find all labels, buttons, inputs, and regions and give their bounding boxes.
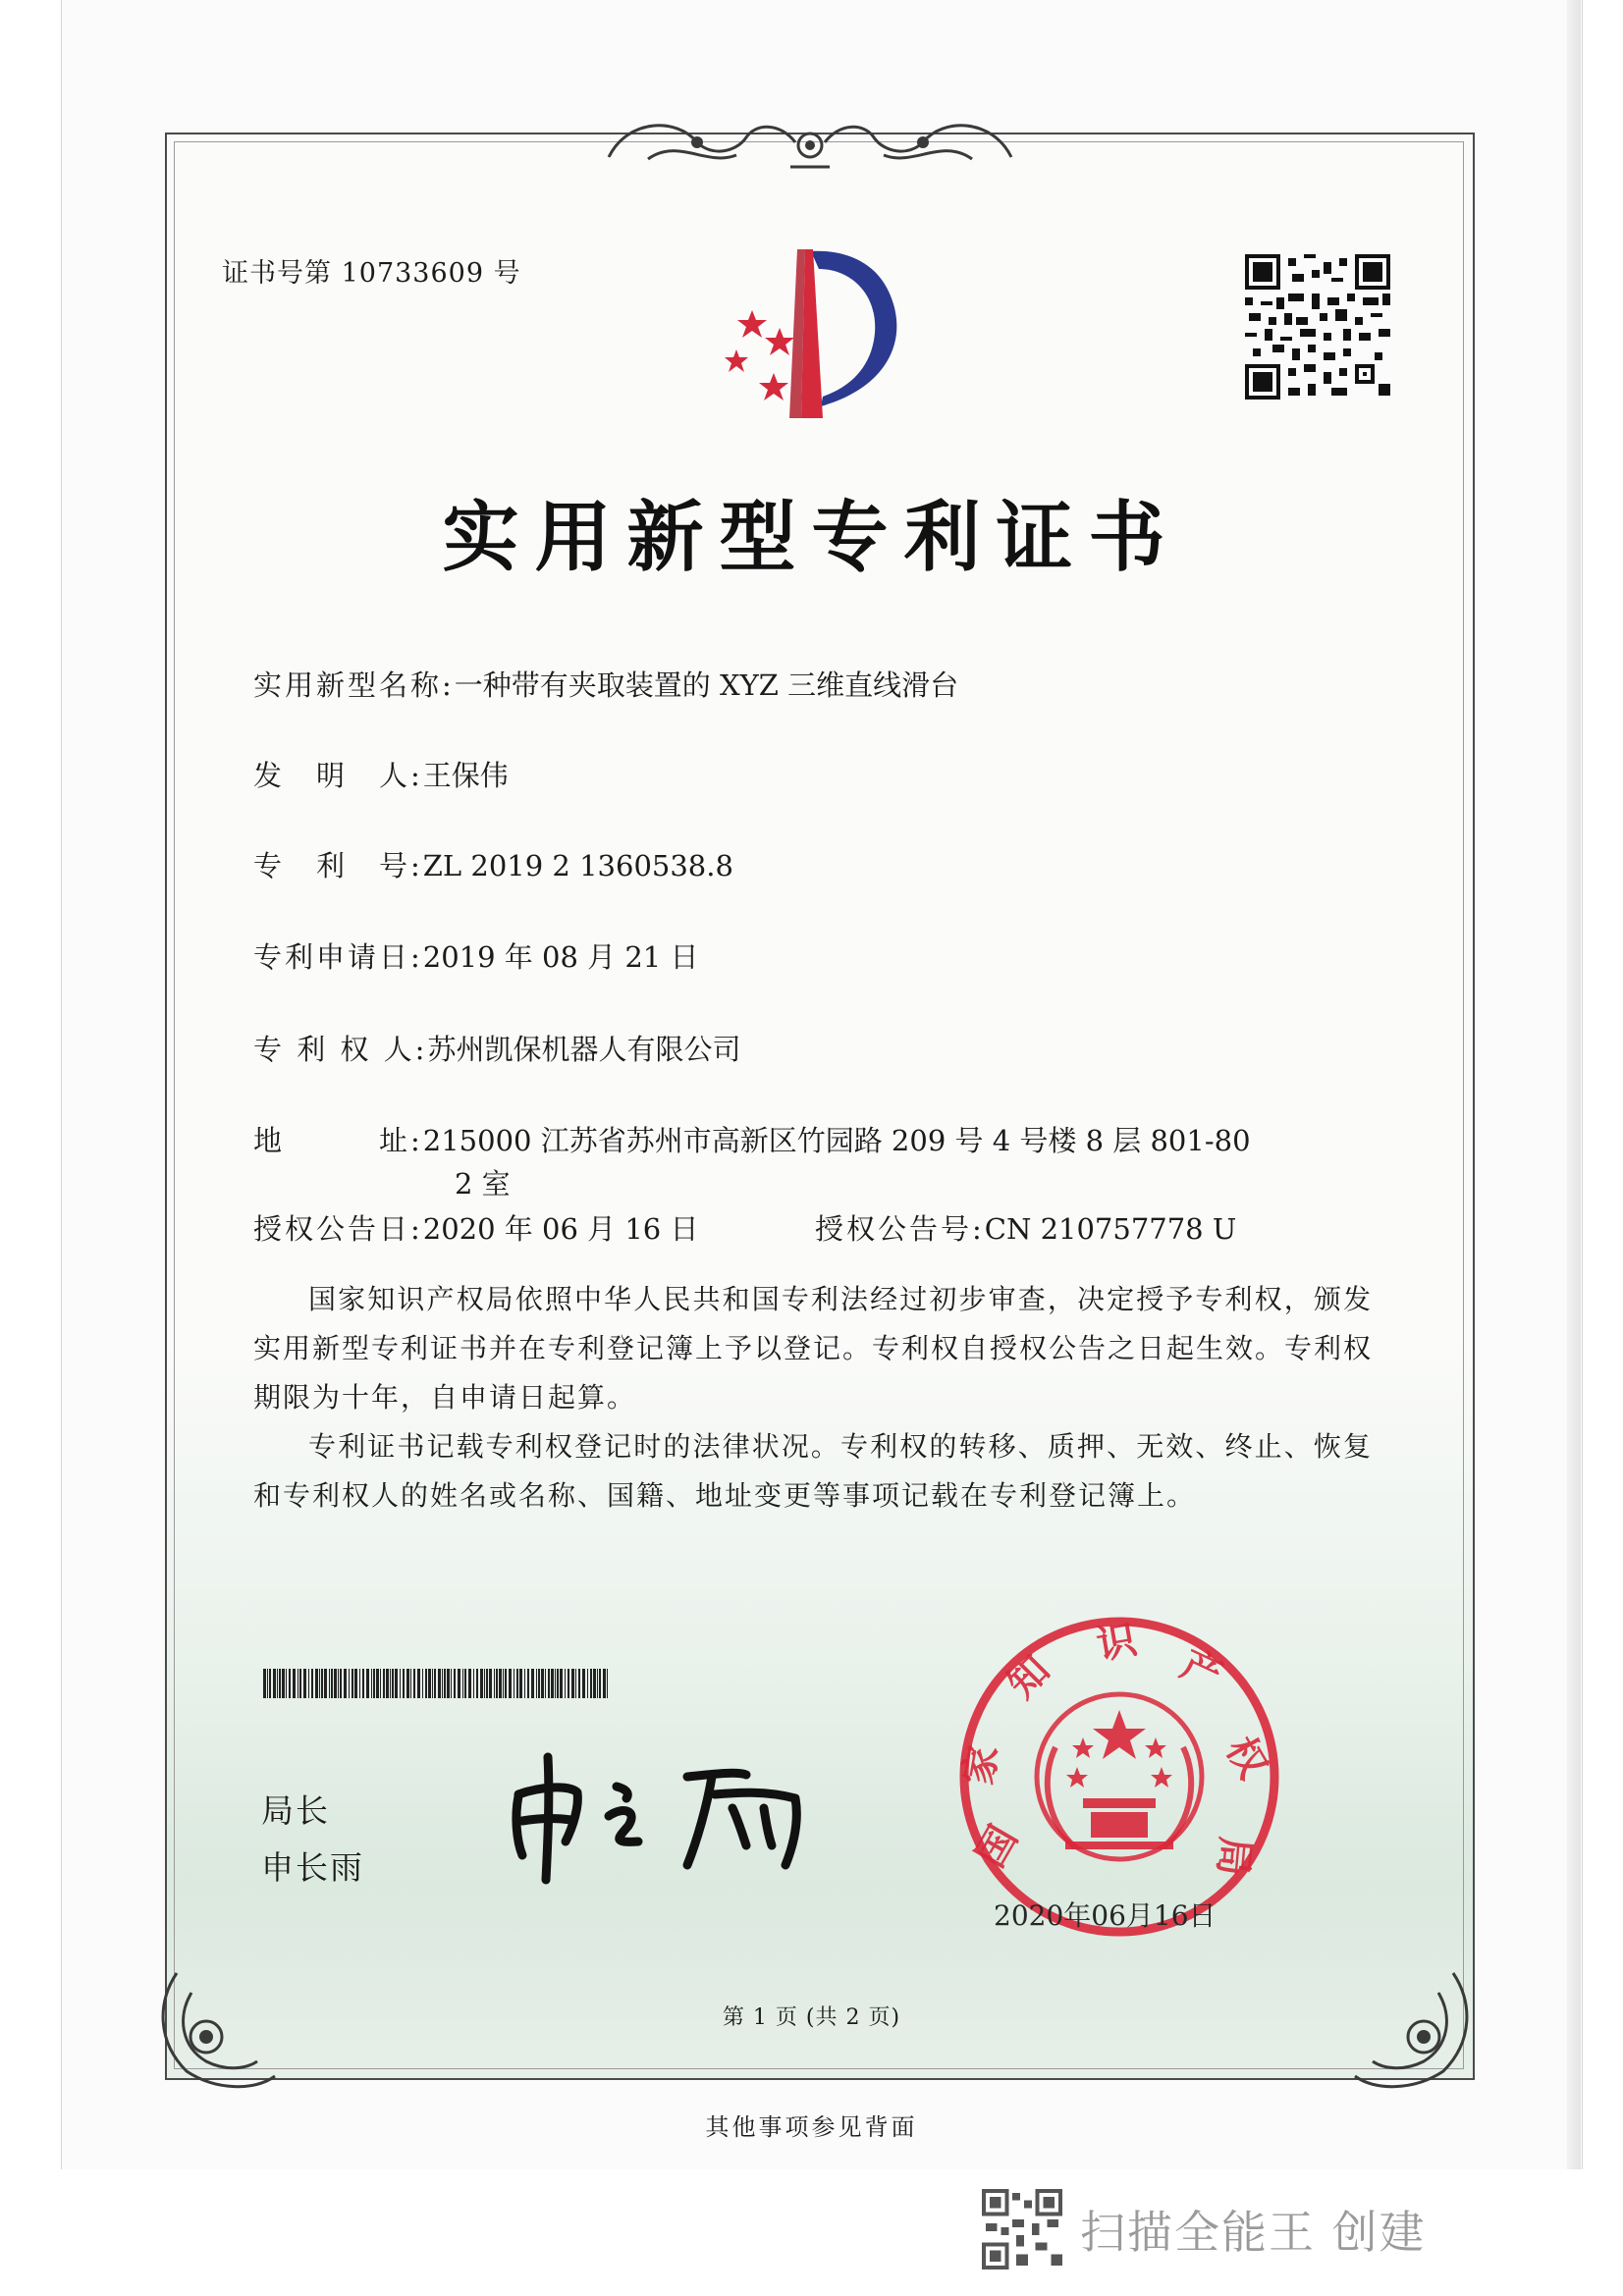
barcode-bar (425, 1669, 427, 1698)
barcode-bar (494, 1669, 495, 1698)
barcode-bar (555, 1669, 556, 1698)
svg-text:权: 权 (1217, 1730, 1276, 1787)
barcode-bar (531, 1669, 534, 1698)
seal-date: 2020年06月16日 (994, 1899, 1217, 1932)
barcode-bar (329, 1669, 330, 1698)
barcode-bar (267, 1669, 268, 1698)
patentee-label: 专 利 权 人: (253, 1033, 428, 1066)
barcode-bar (400, 1669, 401, 1698)
patentee-value: 苏州凯保机器人有限公司 (427, 1033, 741, 1066)
inventor-label: 发 明 人: (253, 759, 423, 792)
barcode-bar (516, 1669, 518, 1698)
barcode-bar (321, 1669, 323, 1698)
certificate-title: 实用新型专利证书 (442, 493, 1181, 582)
barcode-bar (464, 1669, 466, 1698)
barcode-bar (392, 1669, 394, 1698)
scanner-qr-icon (982, 2189, 1062, 2269)
filing-date-value: 2019 年 08 月 21 日 (422, 940, 699, 974)
barcode-bar (263, 1669, 266, 1698)
body-paragraph-2: 专利证书记载专利权登记时的法律状况。专利权的转移、质押、无效、终止、恢复和专利权人的姓名或名称、国籍、地址变更等事项记载在专利登记簿上。 (253, 1430, 1373, 1512)
barcode-bar (366, 1669, 369, 1698)
barcode-bar (536, 1669, 537, 1698)
barcode-bar (458, 1669, 460, 1698)
barcode-bar (447, 1669, 450, 1698)
barcode-bar (286, 1669, 287, 1698)
barcode-bar (565, 1669, 566, 1698)
certificate-body (253, 1275, 1373, 1521)
barcode-bar (319, 1669, 320, 1698)
patentee-row (253, 1028, 740, 1068)
barcode-bar (607, 1669, 608, 1698)
barcode-bar (560, 1669, 563, 1698)
barcode-bar (575, 1669, 576, 1698)
barcode-bar (476, 1669, 478, 1698)
barcode-bar (578, 1669, 580, 1698)
scanner-watermark-text: 扫描全能王 创建 (1080, 2206, 1427, 2259)
cnipa-logo-icon (703, 240, 929, 422)
barcode-bar (299, 1669, 301, 1698)
inventor-value: 王保伟 (422, 759, 509, 792)
utility-model-name-row (253, 664, 958, 704)
grant-number-label: 授权公告号: (815, 1212, 985, 1246)
barcode-bar (590, 1669, 592, 1698)
barcode-bar (557, 1669, 559, 1698)
barcode-bar (334, 1669, 337, 1698)
svg-text:局: 局 (1209, 1835, 1258, 1878)
patent-number-label: 专 利 号: (253, 849, 423, 882)
barcode-bar (282, 1669, 285, 1698)
barcode-bar (541, 1669, 544, 1698)
barcode-bar (496, 1669, 498, 1698)
barcode-bar (308, 1669, 309, 1698)
filing-date-row (253, 935, 698, 976)
qr-code-icon (1245, 252, 1390, 401)
svg-text:产: 产 (1173, 1641, 1229, 1699)
barcode-bar (344, 1669, 347, 1698)
barcode-bar (403, 1669, 405, 1698)
back-note: 其他事项参见背面 (705, 2113, 918, 2141)
barcode-bar (422, 1669, 423, 1698)
certificate-number-suffix: 号 (493, 258, 521, 289)
barcode-bar (454, 1669, 456, 1698)
barcode-bar (311, 1669, 313, 1698)
grant-date-value: 2020 年 06 月 16 日 (422, 1212, 699, 1246)
barcode-bar (568, 1669, 569, 1698)
certificate-number-label: 证书号第 (222, 258, 332, 289)
barcode-bar (417, 1669, 420, 1698)
barcode-bar (373, 1669, 375, 1698)
barcode-bar (340, 1669, 342, 1698)
barcode-bar (432, 1669, 433, 1698)
barcode-bar (331, 1669, 333, 1698)
barcode-bar (480, 1669, 483, 1698)
barcode-bar (293, 1669, 296, 1698)
grant-date-row (253, 1207, 698, 1248)
barcode-bar (349, 1669, 350, 1698)
barcode-bar (395, 1669, 398, 1698)
signer-name: 申长雨 (261, 1848, 364, 1887)
barcode-bar (386, 1669, 389, 1698)
barcode-bar (509, 1669, 512, 1698)
barcode-bar (279, 1669, 281, 1698)
barcode-bar (338, 1669, 339, 1698)
grant-number-value: CN 210757778 U (984, 1212, 1237, 1246)
barcode-bar (527, 1669, 529, 1698)
handwritten-signature-icon (501, 1747, 825, 1885)
barcode-bar (428, 1669, 431, 1698)
barcode-bar (489, 1669, 492, 1698)
barcode-bar (303, 1669, 306, 1698)
filing-date-label: 专利申请日: (253, 940, 423, 974)
barcode-bar (587, 1669, 588, 1698)
svg-text:识: 识 (1093, 1617, 1141, 1669)
patent-number-value: ZL 2019 2 1360538.8 (422, 849, 733, 882)
barcode-bar (289, 1669, 291, 1698)
address-value-line2: 2 室 (455, 1167, 511, 1201)
barcode-bar (451, 1669, 452, 1698)
svg-text:国: 国 (967, 1818, 1027, 1875)
barcode-bar (462, 1669, 463, 1698)
utility-model-name-label: 实用新型名称: (253, 668, 455, 702)
barcode-bar (434, 1669, 436, 1698)
barcode-bar (273, 1669, 276, 1698)
barcode-bar (413, 1669, 415, 1698)
barcode-bar (538, 1669, 540, 1698)
barcode-bar (438, 1669, 441, 1698)
barcode-bar (597, 1669, 598, 1698)
barcode-bar (324, 1669, 327, 1698)
barcode-bar (376, 1669, 379, 1698)
address-label: 地 址: (253, 1124, 423, 1157)
barcode-bar (352, 1669, 353, 1698)
barcode-bar (410, 1669, 411, 1698)
barcode-bar (269, 1669, 271, 1698)
barcode-bar (442, 1669, 443, 1698)
certificate-number (222, 251, 521, 290)
barcode-bar (406, 1669, 409, 1698)
barcode-bar (582, 1669, 585, 1698)
barcode-bar (524, 1669, 525, 1698)
barcode-bar (548, 1669, 550, 1698)
utility-model-name-value: 一种带有夹取装置的 XYZ 三维直线滑台 (454, 668, 959, 702)
barcode-bar (380, 1669, 381, 1698)
barcode-bar (473, 1669, 474, 1698)
barcode-bar (362, 1669, 364, 1698)
barcode-bar (599, 1669, 601, 1698)
address-row (253, 1119, 1251, 1159)
svg-text:家: 家 (955, 1741, 1007, 1789)
barcode-bar (390, 1669, 391, 1698)
barcode-bar (371, 1669, 372, 1698)
barcode-bar (359, 1669, 360, 1698)
barcode-bar (503, 1669, 504, 1698)
top-ornament-icon (589, 98, 1031, 177)
patent-number-row (253, 844, 733, 884)
grant-number-row (815, 1207, 1236, 1248)
barcode-bar (545, 1669, 546, 1698)
paper-edge-shadow (1567, 0, 1581, 2169)
grant-date-label: 授权公告日: (253, 1212, 423, 1246)
svg-text:知: 知 (999, 1647, 1059, 1708)
barcode-bar (505, 1669, 507, 1698)
barcode-bar (383, 1669, 385, 1698)
certificate-number-value: 10733609 (341, 258, 485, 289)
barcode-bar (277, 1669, 278, 1698)
inventor-row (253, 754, 509, 794)
barcode-bar (468, 1669, 471, 1698)
barcode-bar (486, 1669, 488, 1698)
barcode-bar (571, 1669, 574, 1698)
body-paragraph-1: 国家知识产权局依照中华人民共和国专利法经过初步审查，决定授予专利权，颁发实用新型专利证书并在专利登记簿上予以登记。专利权自授权公告之日起生效。专利权期限为十年，自申请日起算。 (253, 1283, 1374, 1414)
barcode-bar (551, 1669, 554, 1698)
signer-title: 局长 (261, 1791, 330, 1830)
address-value-line1: 215000 江苏省苏州市高新区竹园路 209 号 4 号楼 8 层 801-80 (422, 1124, 1251, 1157)
barcode-bar (315, 1669, 318, 1698)
barcode-bar (484, 1669, 485, 1698)
barcode-bar (354, 1669, 357, 1698)
page-number: 第 1 页 (共 2 页) (722, 2005, 901, 2030)
barcode-bar (519, 1669, 522, 1698)
barcode-bar (603, 1669, 606, 1698)
barcode-icon (263, 1669, 612, 1698)
barcode-bar (444, 1669, 446, 1698)
barcode-bar (499, 1669, 502, 1698)
barcode-bar (593, 1669, 596, 1698)
